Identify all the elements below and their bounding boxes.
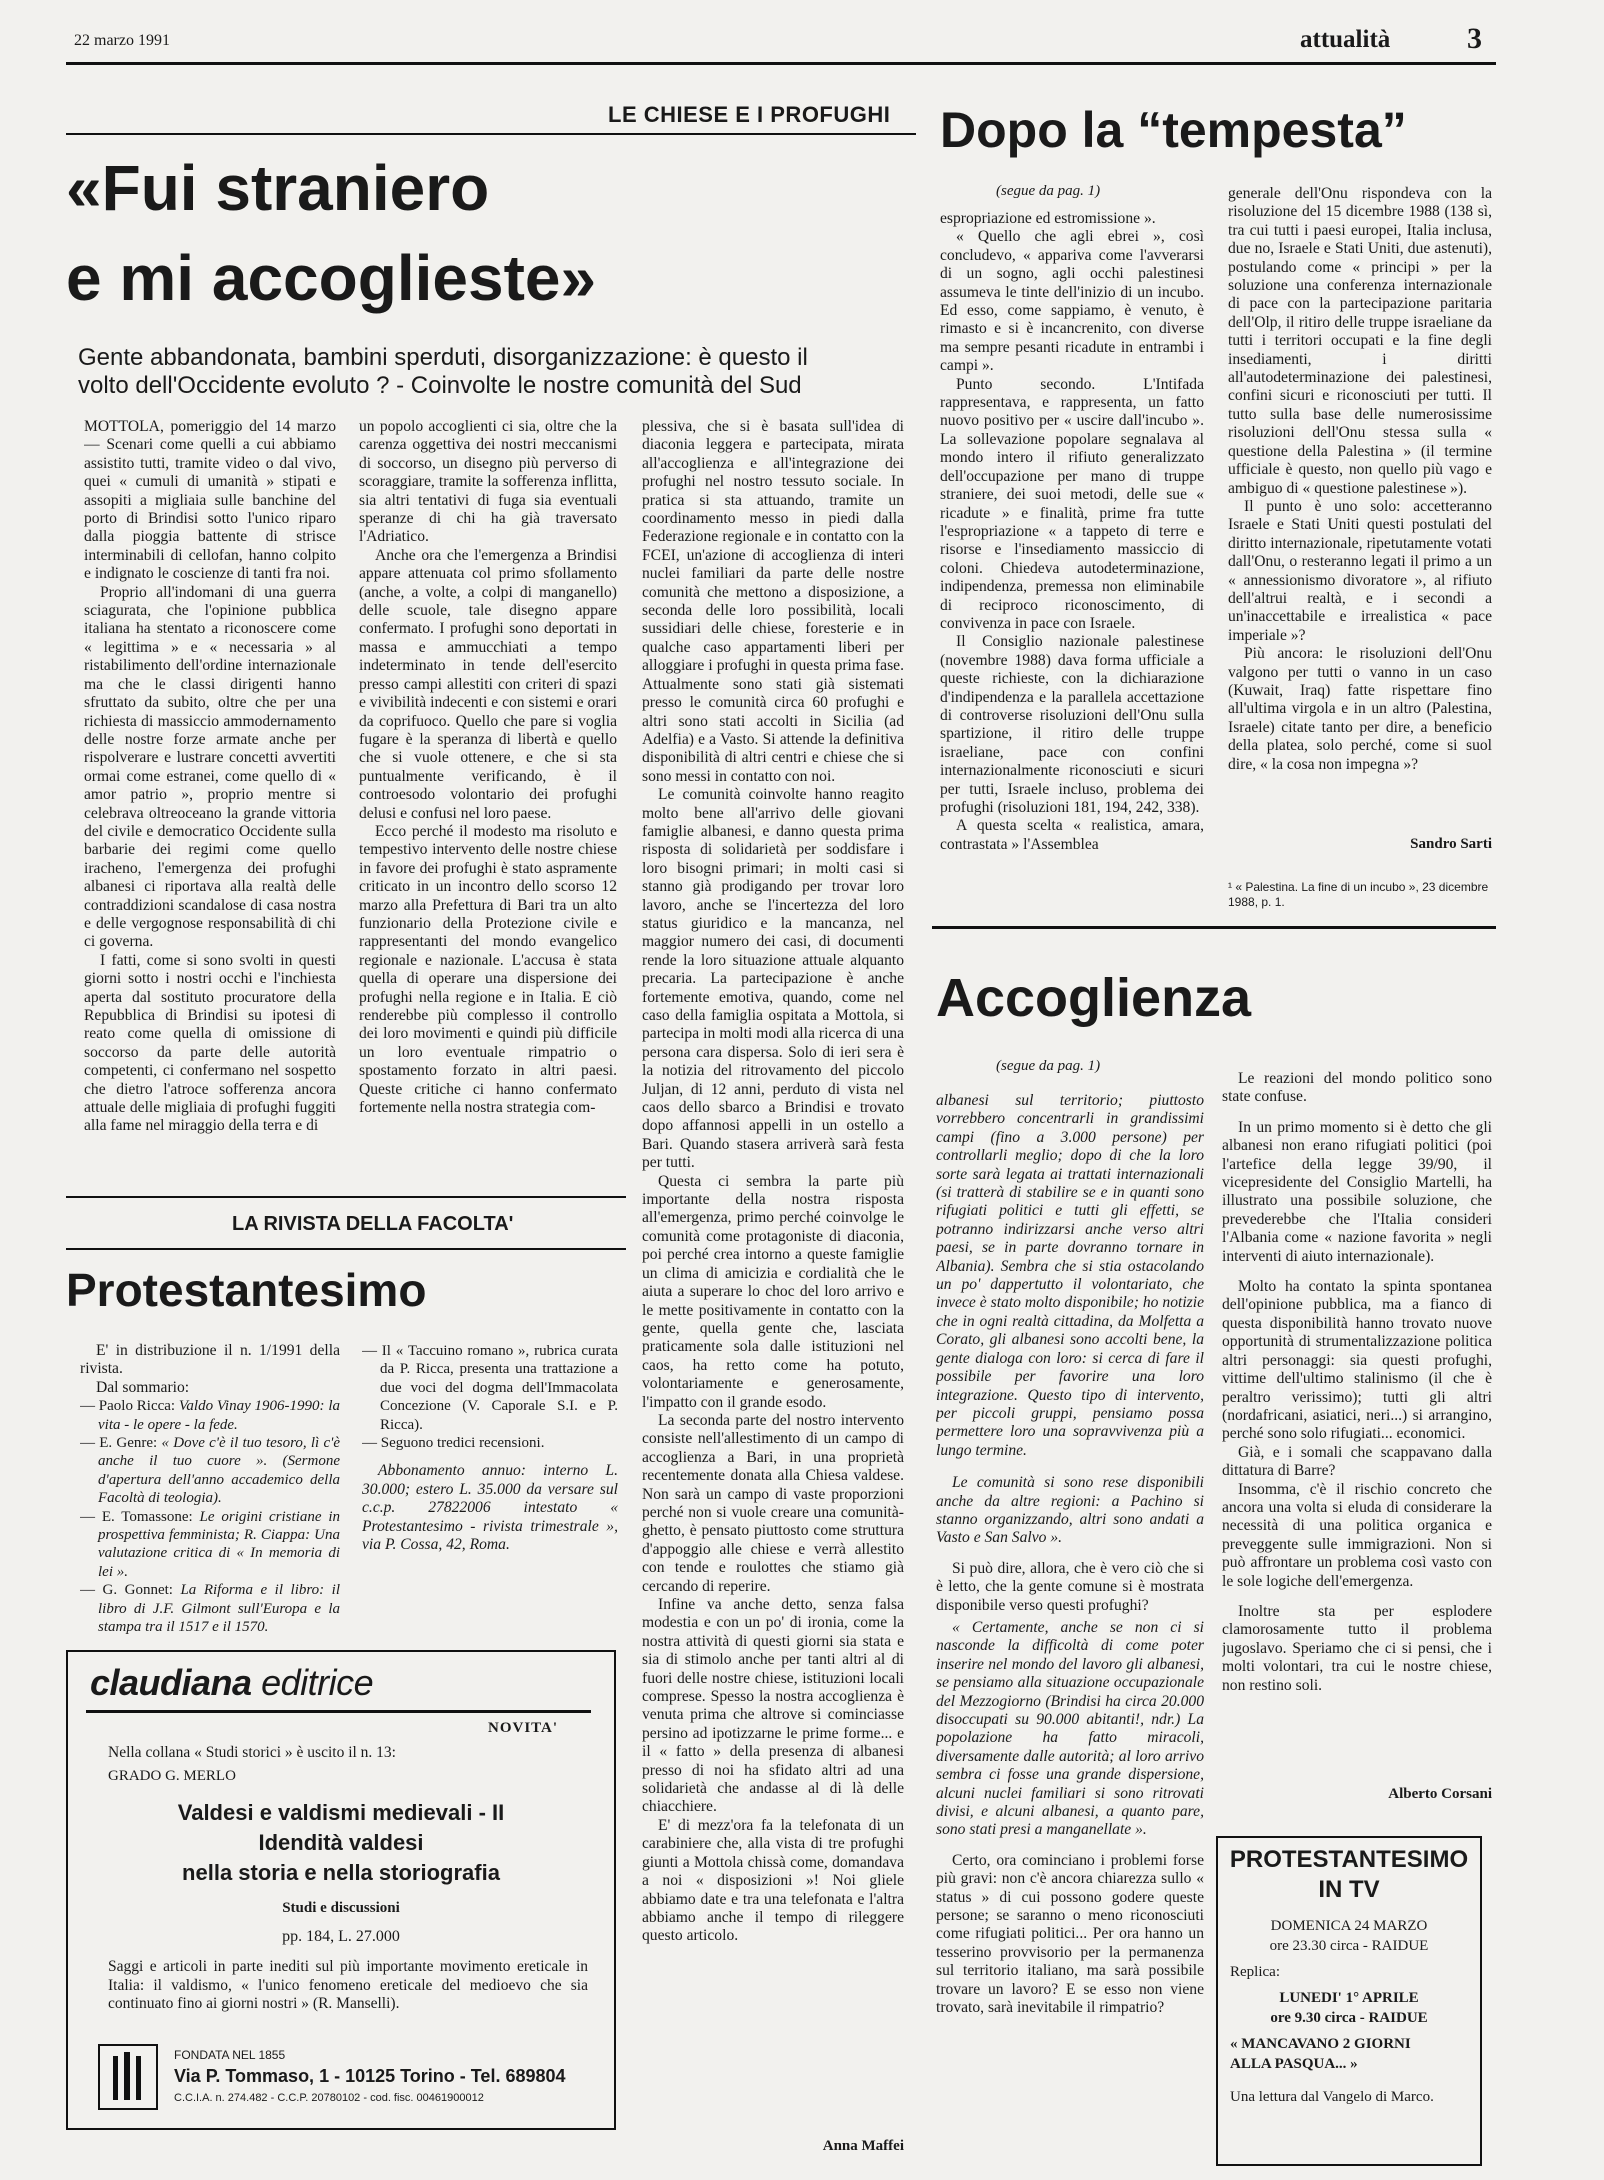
article3-paragraph: Già, e i somali che scappavano dalla dittatura di Barre? bbox=[1222, 1443, 1492, 1480]
candle-logo-icon bbox=[100, 2046, 156, 2108]
article2-continued: (segue da pag. 1) bbox=[996, 183, 1101, 199]
article2-paragraph: Più ancora: le risoluzioni dell'Onu valgono per tutti o vanno in un caso (Kuwait, Iraq) fatte rispettare fino all'ultima virgola e in un altro (Palestina, Israele) citate tanto per dire, a beneficio della platea, solo perché, come si suol dire, « la cosa non impegna »? bbox=[1228, 645, 1492, 773]
claudiana-founded: FONDATA NEL 1855 bbox=[174, 2048, 286, 2062]
article1-column-2 bbox=[359, 418, 617, 1188]
article1-paragraph: un popolo accoglienti ci sia, oltre che la carenza oggettiva dei nostri meccanismi di soccorso, un disegno più perverso di scoraggiare, tramite la sofferenza inflitta, sia altri tentativi di fuga sia eventuali speranze di chi ha già traversato l'Adriatico. bbox=[359, 418, 617, 546]
article3-column-2 bbox=[1222, 1070, 1492, 1780]
claudiana-author: GRADO G. MERLO bbox=[108, 1768, 236, 1784]
article3-paragraph: Insomma, c'è il rischio concreto che ancora una volta si eluda di considerare la necessità di una politica organica e preveggente sulle immigrazioni. Non si può affrontare un problema così vasto con le sole logiche dell'emergenza. bbox=[1222, 1480, 1492, 1590]
article1-paragraph: Questa ci sembra la parte più importante della nostra risposta all'emergenza, primo perché coinvolge le comunità come protagoniste di diaconia, poi perché crea intorno a queste famiglie un clima di amicizia e cordialità che le aiuta a superare lo choc del loro arrivo e le mette positivamente in contatto con la gente, quella gente che, lasciata praticamente sola dalle istituzioni nel caos, ha retto come ha potuto, volontariamente e generosamente, l'impatto con il grande esodo. bbox=[642, 1172, 904, 1411]
rivista-column-right bbox=[362, 1342, 618, 1642]
claudiana-title-line1: Valdesi e valdismi medievali - II bbox=[177, 1800, 505, 1825]
article1-paragraph: La seconda parte del nostro intervento consiste nell'allestimento di un campo di accoglienza a Bari, in una proprietà recentemente donata alla Chiesa valdese. Non sarà un campo di vaste proporzioni perché non si vuole creare una comunità-ghetto, è pensato piuttosto come struttura d'appoggio alle chiese e verrà allestito con tende e roulottes che stiamo già cercando di reperire. bbox=[642, 1411, 904, 1595]
article3-signature: Alberto Corsani bbox=[1388, 1786, 1492, 1802]
tv-title-line2: IN TV bbox=[1318, 1876, 1380, 1903]
article1-paragraph: I fatti, come si sono svolti in questi giorni sotto i nostri occhi e l'inchiesta aperta dal sostituto procuratore della Repubblica di Brindisi su ipotesi di reato come quella di omissione di soccorso da parte delle autorità competenti, ci confermano nel sospetto che dietro l'atroce sofferenza ancora attuale delle migliaia di profughi fuggiti alla fame nel miraggio della terra e di bbox=[84, 951, 336, 1135]
tv-replica-time: ore 9.30 circa - RAIDUE bbox=[1270, 2010, 1428, 2026]
article3-paragraph: Inoltre sta per esplodere clamorosamente tutto il problema jugoslavo. Speriamo che ci si pensi, che i molti volontari, tra cui le nostre chiese, non restino soli. bbox=[1222, 1602, 1492, 1694]
article1-paragraph: Le comunità coinvolte hanno reagito molto bene all'arrivo delle giovani famiglie albanesi, e danno questa prima risposta di solidarietà per soddisfare i loro bisogni primari; in molti casi si stanno già prodigando per trovar loro lavoro, anche se l'incertezza del loro status giuridico e la mancanza, nel maggior numero dei casi, di documenti rende la loro situazione attuale alquanto precaria. La partecipazione è anche fortemente emotiva, quando, come nel caso della famiglia ospitata a Mottola, si partecipa in molti modi alla ricerca di una persona cara dispersa. Solo di ieri sera è la notizia del ritrovamento del piccolo Juljan, di 12 anni, perduto di vista nel caos dello sbarco a Brindisi e trovato dopo affannosi appelli in un ostello a Bari. Quando stasera arriverà sarà festa per tutti. bbox=[642, 786, 904, 1172]
article2-paragraph: Punto secondo. L'Intifada rappresentava, e rappresenta, un fatto nuovo positivo per « uscire dall'incubo ». La sollevazione popolare segnalava al mondo intero il rifiuto generalizzato dell'occupazione per mano di truppe straniere, dei suoi metodi, delle sue « ricadute » e finalità, prime fra tutte l'espropriazione « a tappeto di terre e risorse e l'insediamento massiccio di coloni. Chiedeva autodeterminazione, indipendenza, premessa non eliminabile di reciproco riconoscimento, di convivenza in pace con Israele. bbox=[940, 375, 1204, 632]
tv-box bbox=[1216, 1836, 1482, 2166]
article3-paragraph: albanesi sul territorio; piuttosto vorrebbero concentrarli in grandissimi campi (fino a 3.000 persone) per controllarli meglio; dopo di che la loro sorte sarà legata ai trattati internazionali (si tratterà di stabilire se e in quanti sono rifugiati politici e tutti gli effetti, se potranno indirizzarsi anche verso altri paesi, se in parte dovranno tornare in Albania). Sembra che si stia ostacolando un po' dappertutto il volontariato, che invece è stato molto disponibile; ho notizie che in ogni realtà cittadina, da Molfetta a Corato, gli albanesi sono accolti bene, la gente dialoga con loro: si cerca di fare il possibile per favorire una loro integrazione. Questo tipo di intervento, per piccoli gruppi, pensiamo possa permettere loro una sopravvivenza più a lungo termine. bbox=[936, 1092, 1204, 1459]
article3-continued: (segue da pag. 1) bbox=[996, 1058, 1101, 1074]
header-date: 22 marzo 1991 bbox=[74, 32, 170, 49]
article1-subtitle-line1: Gente abbandonata, bambini sperduti, disorganizzazione: è questo il bbox=[78, 344, 808, 371]
article2-signature: Sandro Sarti bbox=[1410, 836, 1492, 852]
article1-column-1 bbox=[84, 418, 336, 1188]
claudiana-title-line3: nella storia e nella storiografia bbox=[182, 1860, 500, 1885]
rivista-kicker-rule bbox=[66, 1248, 626, 1250]
article1-paragraph: Ecco perché il modesto ma risoluto e tempestivo intervento delle nostre chiese in favore dei profughi è stato aspramente criticato in un incontro dello scorso 12 marzo alla Prefettura di Bari tra un alto funzionario della Protezione civile e rappresentanti del mondo evangelico regionale e nazionale. L'accusa è stata quella di operare una dispersione dei profughi nella regione e in Italia. E ciò renderebbe più complesso il controllo dei loro movimenti e quindi più difficile un loro eventuale rimpatrio o spostamento forzato in altri paesi. Queste critiche ci hanno confermato fortemente nella nostra strategia com- bbox=[359, 822, 617, 1117]
page-number: 3 bbox=[1467, 22, 1482, 55]
article3-paragraph: Certo, ora cominciano i problemi forse più gravi: non c'è ancora chiarezza sullo « status » di cui possono godere queste persone; se saranno o meno riconosciuti come rifugiati politici... Per ora hanno un tesserino provvisorio per la permanenza sul territorio italiano, ma sarà possibile trovare un lavoro? E se esso non viene trovato, sarà inevitabile il rimpatrio? bbox=[936, 1851, 1204, 2017]
claudiana-logo-rule bbox=[86, 1710, 591, 1713]
article3-paragraph: Molto ha contato la spinta spontanea dell'opinione pubblica, ma a fianco di questa disponibilità hanno trovato nuove opportunità di strumentalizzazione politica altri personaggi: sia questi profughi, vittime dell'ultimo stalinismo (il che è peraltro verissimo); tutti gli altri (nordafricani, asiatici, neri...) si arrangino, perché sono solo rifugiati... economici. bbox=[1222, 1278, 1492, 1443]
rivista-item: — G. Gonnet: La Riforma e il libro: il libro di J.F. Gilmont sull'Europa e la stampa tra il 1517 e il 1570. bbox=[80, 1582, 340, 1636]
article1-paragraph: E' di mezz'ora fa la telefonata di un carabiniere che, alla vista di tre profughi giunti a Mottola chissà come, domandava a noi « disposizioni »! Noi gliele abbiamo date e tra una telefonata e l'altra abbiamo anche il tempo di rileggere questo articolo. bbox=[642, 1816, 904, 1945]
rivista-top-rule bbox=[66, 1196, 626, 1198]
tv-time: ore 23.30 circa - RAIDUE bbox=[1269, 1938, 1429, 1954]
article1-title-line2: e mi accoglieste» bbox=[66, 242, 597, 314]
tv-title-line1: PROTESTANTESIMO bbox=[1229, 1846, 1469, 1873]
section-name: attualità bbox=[1300, 26, 1391, 53]
article2-paragraph: « Quello che agli ebrei », così concludevo, « appariva come l'avverarsi di un sogno, agli occhi palestinesi assumeva le tinte dell'inizio di un incubo. Ed esso, come sappiamo, è venuto, è rimasto e si è incancrenito, con diverse ma sempre pesanti ricadute in entrambi i campi ». bbox=[940, 228, 1204, 375]
article3-paragraph: Le comunità si sono rese disponibili anche da altre regioni: a Pachino si stanno organizzando, altri sono andati a Vasto e San Salvo ». bbox=[936, 1474, 1204, 1547]
rivista-item: — Seguono tredici recensioni. bbox=[362, 1435, 545, 1452]
article1-paragraph: Infine va anche detto, senza falsa modestia e con un po' di ironia, come la nostra attività di questi giorni sia stata e sia di stimolo anche per tanti altri al di fuori delle nostre chiese, istituzioni locali comprese. Spesso la nostra accoglienza è venuta prima che altrove si cominciasse persino ad ipotizzarne le prime forme... e il « fatto » della presenza di albanesi presso di noi ha sfidato altri ad una solidarietà che andasse al di là delle chiacchiere. bbox=[642, 1596, 904, 1816]
tv-replica-date: LUNEDI' 1° APRILE bbox=[1279, 1990, 1419, 2006]
tv-replica-label: Replica: bbox=[1230, 1964, 1280, 1980]
claudiana-codes: C.C.I.A. n. 274.482 - C.C.P. 20780102 - cod. fisc. 00461900012 bbox=[174, 2092, 484, 2104]
article3-column-1 bbox=[936, 1092, 1204, 2140]
article3-title: Accoglienza bbox=[936, 968, 1252, 1028]
claudiana-novita: NOVITA' bbox=[488, 1720, 559, 1736]
article1-paragraph: MOTTOLA, pomeriggio del 14 marzo — Scenari come quelli a cui abbiamo assistito tutti, tramite video o dal vivo, quei « cumuli di umanità » stipati e assopiti a migliaia sulle banchine del porto di Brindisi sotto l'unico riparo dalla pioggia battente di strisce interminabili di cellofan, hanno colpito e indignato le coscienze di tanti fra noi. bbox=[84, 418, 336, 583]
claudiana-subtitle: Studi e discussioni bbox=[282, 1900, 400, 1916]
article1-paragraph: plessiva, che si è basata sull'idea di diaconia leggera e partecipata, mirata all'accoglienza e all'integrazione dei profughi nel nostro tessuto sociale. In pratica si sta attuando, tramite un coordinamento messo in piedi dalla Federazione regionale e in contatto con la FCEI, un'azione di accoglienza di interi nuclei familiari da parte delle nostre comunità che mettono a disposizione, a seconda delle loro possibilità, locali sussidiari delle chiese, foresterie e in qualche caso appartamenti liberi per alloggiare i profughi in questa prima fase. Attualmente sono stati già sistemati presso le comunità circa 60 profughi e altri sono stati accolti in Sicilia (ad Adelfia) e a Vasto. Si attende la definitiva disponibilità di altri centri e chiese che si sono messi in contatto con noi. bbox=[642, 418, 904, 785]
tv-episode-line1: « MANCAVANO 2 GIORNI bbox=[1230, 2036, 1411, 2052]
article2-footnote: ¹ « Palestina. La fine di un incubo », 23 dicembre 1988, p. 1. bbox=[1228, 880, 1489, 909]
rivista-sommario-label: Dal sommario: bbox=[96, 1378, 190, 1396]
rivista-items bbox=[80, 1397, 340, 1636]
rivista-kicker: LA RIVISTA DELLA FACOLTA' bbox=[232, 1213, 514, 1235]
article2-paragraph: Il Consiglio nazionale palestinese (novembre 1988) dava forma ufficiale a queste richieste, con la dichiarazione d'indipendenza e la parallela accettazione di controverse risoluzioni dell'Onu sulla spartizione, il ritiro delle truppe israeliane, pace con confini internazionalmente riconosciuti e sicuri per tutti, Israele incluso, problema dei profughi (risoluzioni 181, 194, 242, 338). bbox=[940, 633, 1204, 816]
article2-paragraph: generale dell'Onu rispondeva con la risoluzione del 15 dicembre 1988 (138 sì, tra cui tutti i paesi europei, Italia inclusa, due no, Israele e Stati Uniti, due astenuti), postulando come « principi » per la soluzione una conferenza internazionale di pace con la partecipazione paritaria dell'Olp, il ritiro delle truppe israeliane da tutti i territori occupati e la fine degli insediamenti, i diritti all'autodeterminazione dei palestinesi, confini sicuri e riconosciuti per tutti. Il tutto sulla base delle numerosissime risoluzioni dell'Onu stessa sulla « questione della Palestina » (il termine ufficiale è questo, non quello più vago e ambiguo di « questione palestinese »). bbox=[1228, 185, 1492, 497]
rivista-intro: E' in distribuzione il n. 1/1991 della rivista. bbox=[80, 1342, 340, 1378]
article3-paragraph: Le reazioni del mondo politico sono state confuse. bbox=[1222, 1070, 1492, 1106]
claudiana-logo-mark bbox=[98, 2044, 158, 2110]
article2-bottom-rule bbox=[932, 926, 1496, 929]
rivista-column-left bbox=[80, 1342, 340, 1642]
tv-episode-line2: ALLA PASQUA... » bbox=[1230, 2056, 1358, 2072]
article1-signature: Anna Maffei bbox=[822, 2138, 904, 2154]
article1-paragraph: Proprio all'indomani di una guerra sciagurata, che l'opinione pubblica italiana ha stentato a riconoscere come « legittima » e « necessaria » al ristabilimento dell'ordine internazionale ma che le classi dirigenti hanno sfruttato da subito, oltre che per una richiesta di massiccio ammodernamento delle nostre forze armate anche per rispolverare e lustrare concetti avvertiti ormai come estranei, come quello di « amor patrio », proprio mentre si celebrava oltreoceano la grande vittoria del civile e democratico Occidente sulla barbarie dei regimi come quello iracheno, l'emergenza dei profughi albanesi ci riportava alla realtà delle contraddizioni scandalose di casa nostra e delle vergognose responsabilità di chi ci governa. bbox=[84, 583, 336, 951]
article2-paragraph: Il punto è uno solo: accetteranno Israele e Stati Uniti questi postulati del diritto internazionale, ripetutamente votati dall'Onu, o resteranno legati il primo a un « annessionismo divoratore », al rifiuto dell'altrui realtà, e i secondi a un'inaccettabile e irrealistica « pace imperiale »? bbox=[1228, 497, 1492, 644]
article2-paragraph: espropriazione ed estromissione ». bbox=[940, 210, 1156, 227]
article3-paragraph: In un primo momento si è detto che gli albanesi non erano rifugiati politici (poi l'artefice della legge 39/90, il vicepresidente del Consiglio Martelli, ha illustrato una possibile soluzione, che prevederebbe che l'Italia consideri l'Albania come « nazione favorita » negli interventi di aiuto internazionale). bbox=[1222, 1118, 1492, 1265]
article3-paragraph: Si può dire, allora, che è vero ciò che si è letto, che la gente comune si è mostrata disponibile verso questi profughi? bbox=[936, 1559, 1204, 1614]
article1-subtitle-line2: volto dell'Occidente evoluto ? - Coinvolte le nostre comunità del Sud bbox=[78, 372, 802, 399]
article1-paragraph: Anche ora che l'emergenza a Brindisi appare attenuata col primo sfollamento (anche, a volte, a colpi di manganello) delle scuole, tale disegno appare confermato. I profughi sono deportati in massa e ammucchiati a tempo indeterminato in tende dell'esercito presso campi allestiti con criteri di spazi e vivibilità indecenti e con sistemi e orari da coprifuoco. Quello che pare si voglia fugare è la speranza di libertà e quello che si vuole ottenere, e che si sta puntualmente verificando, è il controesodo volontario dei profughi delusi e confusi nel loro paese. bbox=[359, 546, 617, 822]
rivista-item: — Il « Taccuino romano », rubrica curata da P. Ricca, presenta una trattazione a due voci del dogma dell'Immacolata Concezione (V. Caporale S.I. e P. Ricca). bbox=[362, 1343, 618, 1433]
article2-paragraph: A questa scelta « realistica, amara, contrastata » l'Assemblea bbox=[940, 817, 1204, 853]
article2-title: Dopo la “tempesta” bbox=[940, 102, 1407, 158]
claudiana-logo: claudiana editrice bbox=[90, 1662, 374, 1703]
rivista-title: Protestantesimo bbox=[66, 1264, 427, 1316]
article2-column-2 bbox=[1228, 185, 1492, 835]
tv-description: Una lettura dal Vangelo di Marco. bbox=[1230, 2089, 1434, 2105]
tv-date: DOMENICA 24 MARZO bbox=[1270, 1918, 1428, 1934]
rivista-abbonamento: Abbonamento annuo: interno L. 30.000; estero L. 35.000 da versare sul c.c.p. 27822006 intestato « Protestantesimo - rivista trimestrale », via P. Cossa, 42, Roma. bbox=[362, 1462, 618, 1554]
article1-title-line1: «Fui straniero bbox=[66, 152, 490, 224]
article1-column-3 bbox=[642, 418, 904, 2128]
rivista-item: — E. Genre: « Dove c'è il tuo tesoro, lì c'è anche il tuo cuore ». (Sermone d'apertura dell'anno accademico della Facoltà di teologia). bbox=[80, 1435, 340, 1507]
claudiana-title-line2: Idendità valdesi bbox=[258, 1830, 424, 1855]
claudiana-pages-price: pp. 184, L. 27.000 bbox=[282, 1928, 400, 1945]
claudiana-collana: Nella collana « Studi storici » è uscito il n. 13: bbox=[108, 1744, 396, 1761]
rivista-item: — E. Tomassone: Le origini cristiane in prospettiva femminista; R. Ciappa: Una valutazione critica di « In memoria di lei ». bbox=[80, 1508, 340, 1580]
kicker-rule bbox=[66, 133, 916, 135]
article2-column-1 bbox=[940, 210, 1204, 920]
rivista-item: — Paolo Ricca: Valdo Vinay 1906-1990: la vita - le opere - la fede. bbox=[80, 1398, 340, 1433]
article1-kicker: LE CHIESE E I PROFUGHI bbox=[608, 102, 891, 127]
claudiana-address: Via P. Tommaso, 1 - 10125 Torino - Tel. 689804 bbox=[174, 2066, 566, 2086]
claudiana-ad bbox=[66, 1650, 616, 2130]
claudiana-blurb: Saggi e articoli in parte inediti sul più importante movimento ereticale in Italia: il valdismo, « l'unico fenomeno ereticale del medioevo che sia continuato fino ai giorni nostri » (R. Manselli). bbox=[108, 1958, 588, 2012]
article3-paragraph: « Certamente, anche se non ci si nasconde la difficoltà di come poter inserire nel mondo del lavoro gli albanesi, se pensiamo alla situazione occupazionale del Mezzogiorno (Brindisi ha circa 20.000 disoccupati su 90.000 abitanti!, ndr.) La popolazione ha fatto miracoli, diversamente dalle autorità; al loro arrivo sembra ci fosse una grande dispersione, alcuni nuclei familiari si sono ritrovati divisi, e alcuni albanesi, a quanto pare, sono stati presi a manganellate ». bbox=[936, 1618, 1204, 1839]
header-rule bbox=[66, 62, 1496, 65]
